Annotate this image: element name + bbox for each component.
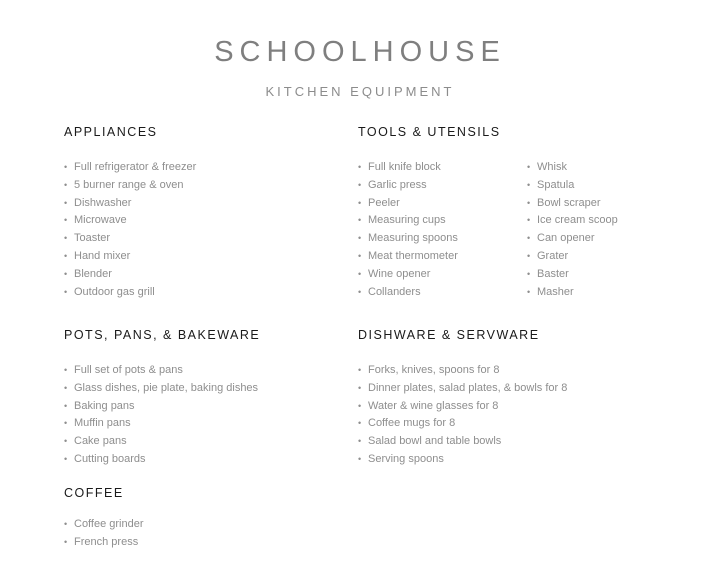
list-item: • Dishwasher [64, 195, 196, 213]
list-item: • Whisk [527, 159, 618, 177]
section-heading-tools: TOOLS & UTENSILS [358, 125, 501, 139]
section-heading-appliances: APPLIANCES [64, 125, 158, 139]
list-item: • Garlic press [358, 177, 458, 195]
section-heading-dishware: DISHWARE & SERVWARE [358, 328, 540, 342]
list-item: • Serving spoons [358, 451, 567, 469]
list-item: • Measuring cups [358, 212, 458, 230]
list-item: • Forks, knives, spoons for 8 [358, 362, 567, 380]
list-item: • Baking pans [64, 398, 260, 416]
list-item: • Glass dishes, pie plate, baking dishes [64, 380, 260, 398]
list-item: • Ice cream scoop [527, 212, 618, 230]
tools-list-column-1 [358, 159, 458, 301]
tools-list-column-2 [527, 159, 618, 301]
list-item: • Cutting boards [64, 451, 260, 469]
list-item: • French press [64, 534, 144, 552]
section-dishware-servware [358, 328, 567, 469]
list-item: • Masher [527, 284, 618, 302]
list-item: • Peeler [358, 195, 458, 213]
pots-list [64, 362, 260, 469]
page-title: SCHOOLHOUSE [214, 36, 506, 68]
list-item: • Salad bowl and table bowls [358, 433, 567, 451]
section-coffee [64, 486, 144, 552]
list-item: • Hand mixer [64, 248, 196, 266]
section-pots-pans-bakeware [64, 328, 260, 469]
list-item: • Dinner plates, salad plates, & bowls for 8 [358, 380, 567, 398]
list-item: • Full refrigerator & freezer [64, 159, 196, 177]
list-item: • Full knife block [358, 159, 458, 177]
list-item: • Toaster [64, 230, 196, 248]
section-heading-coffee: COFFEE [64, 486, 124, 500]
list-item: • Blender [64, 266, 196, 284]
list-item: • Wine opener [358, 266, 458, 284]
list-item: • 5 burner range & oven [64, 177, 196, 195]
list-item: • Grater [527, 248, 618, 266]
tools-columns [358, 159, 618, 301]
list-item: • Can opener [527, 230, 618, 248]
list-item: • Bowl scraper [527, 195, 618, 213]
list-item: • Microwave [64, 212, 196, 230]
list-item: • Cake pans [64, 433, 260, 451]
list-item: • Muffin pans [64, 415, 260, 433]
page-subtitle: KITCHEN EQUIPMENT [265, 84, 455, 99]
section-appliances [64, 125, 196, 301]
list-item: • Meat thermometer [358, 248, 458, 266]
section-tools-utensils [358, 125, 618, 301]
coffee-list [64, 516, 144, 552]
list-item: • Spatula [527, 177, 618, 195]
list-item: • Water & wine glasses for 8 [358, 398, 567, 416]
list-item: • Baster [527, 266, 618, 284]
list-item: • Coffee mugs for 8 [358, 415, 567, 433]
appliances-list [64, 159, 196, 301]
list-item: • Coffee grinder [64, 516, 144, 534]
list-item: • Outdoor gas grill [64, 284, 196, 302]
list-item: • Measuring spoons [358, 230, 458, 248]
list-item: • Full set of pots & pans [64, 362, 260, 380]
dishware-list [358, 362, 567, 469]
list-item: • Collanders [358, 284, 458, 302]
section-heading-pots: POTS, PANS, & BAKEWARE [64, 328, 261, 342]
